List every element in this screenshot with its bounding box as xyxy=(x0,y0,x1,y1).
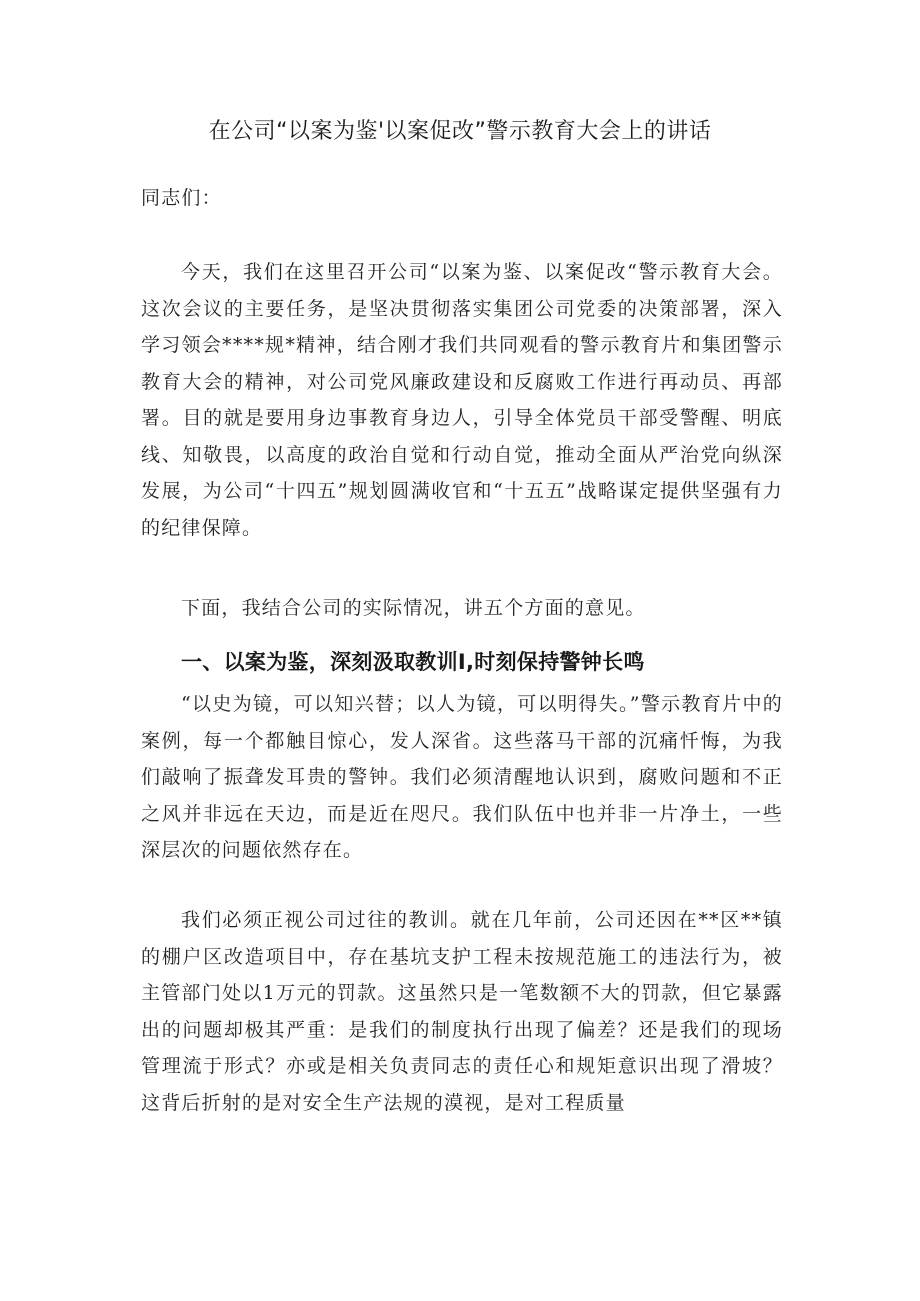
salutation: 同志们： xyxy=(141,187,222,209)
document-title: 在公司“以案为鉴'以案促改”警示教育大会上的讲话 xyxy=(208,119,712,144)
section-paragraph-quote: “以史为镜，可以知兴替；以人为镜，可以明得失。”警示教育片中的案例，每一个都触目惊心，发人深省。这些落马干部的沉痛忏悔，为我们敲响了振聋发耳贵的警钟。我们必须清醒地认识到，腐败问题和不正之风并非远在天边，而是近在咫尺。我们队伍中也并非一片净土，一些深层次的问题依然存在。 xyxy=(141,693,783,861)
section-heading-1: 一、以案为鉴，深刻汲取教训I,时刻保持警钟长鸣 xyxy=(181,650,645,674)
section-paragraph-lesson: 我们必须正视公司过往的教训。就在几年前，公司还因在**区**镇的棚户区改造项目中，存在基坑支护工程未按规范施工的违法行为，被主管部门处以1万元的罚款。这虽然只是一笔数额不大的罚款，但它暴露出的问题却极其严重：是我们的制度执行出现了偏差？还是我们的现场管理流于形式？亦或是相关负责同志的责任心和规矩意识出现了滑坡？这背后折射的是对安全生产法规的漠视，是对工程质量 xyxy=(141,909,783,1114)
paragraph-opening: 今天，我们在这里召开公司“以案为鉴、以案促改“警示教育大会。这次会议的主要任务，是坚决贯彻落实集团公司党委的决策部署，深入学习领会****规*精神，结合刚才我们共同观看的警示教育片和集团警示教育大会的精神，对公司党风廉政建设和反腐败工作进行再动员、再部署。目的就是要用身边事教育身边人，引导全体党员干部受警醒、明底线、知敬畏，以高度的政治自觉和行动自觉，推动全面从严治党向纵深发展，为公司“十四五”规划圆满收官和“十五五”战略谋定提供坚强有力的纪律保障。 xyxy=(141,261,783,539)
paragraph-outline: 下面，我结合公司的实际情况，讲五个方面的意见。 xyxy=(181,597,646,619)
